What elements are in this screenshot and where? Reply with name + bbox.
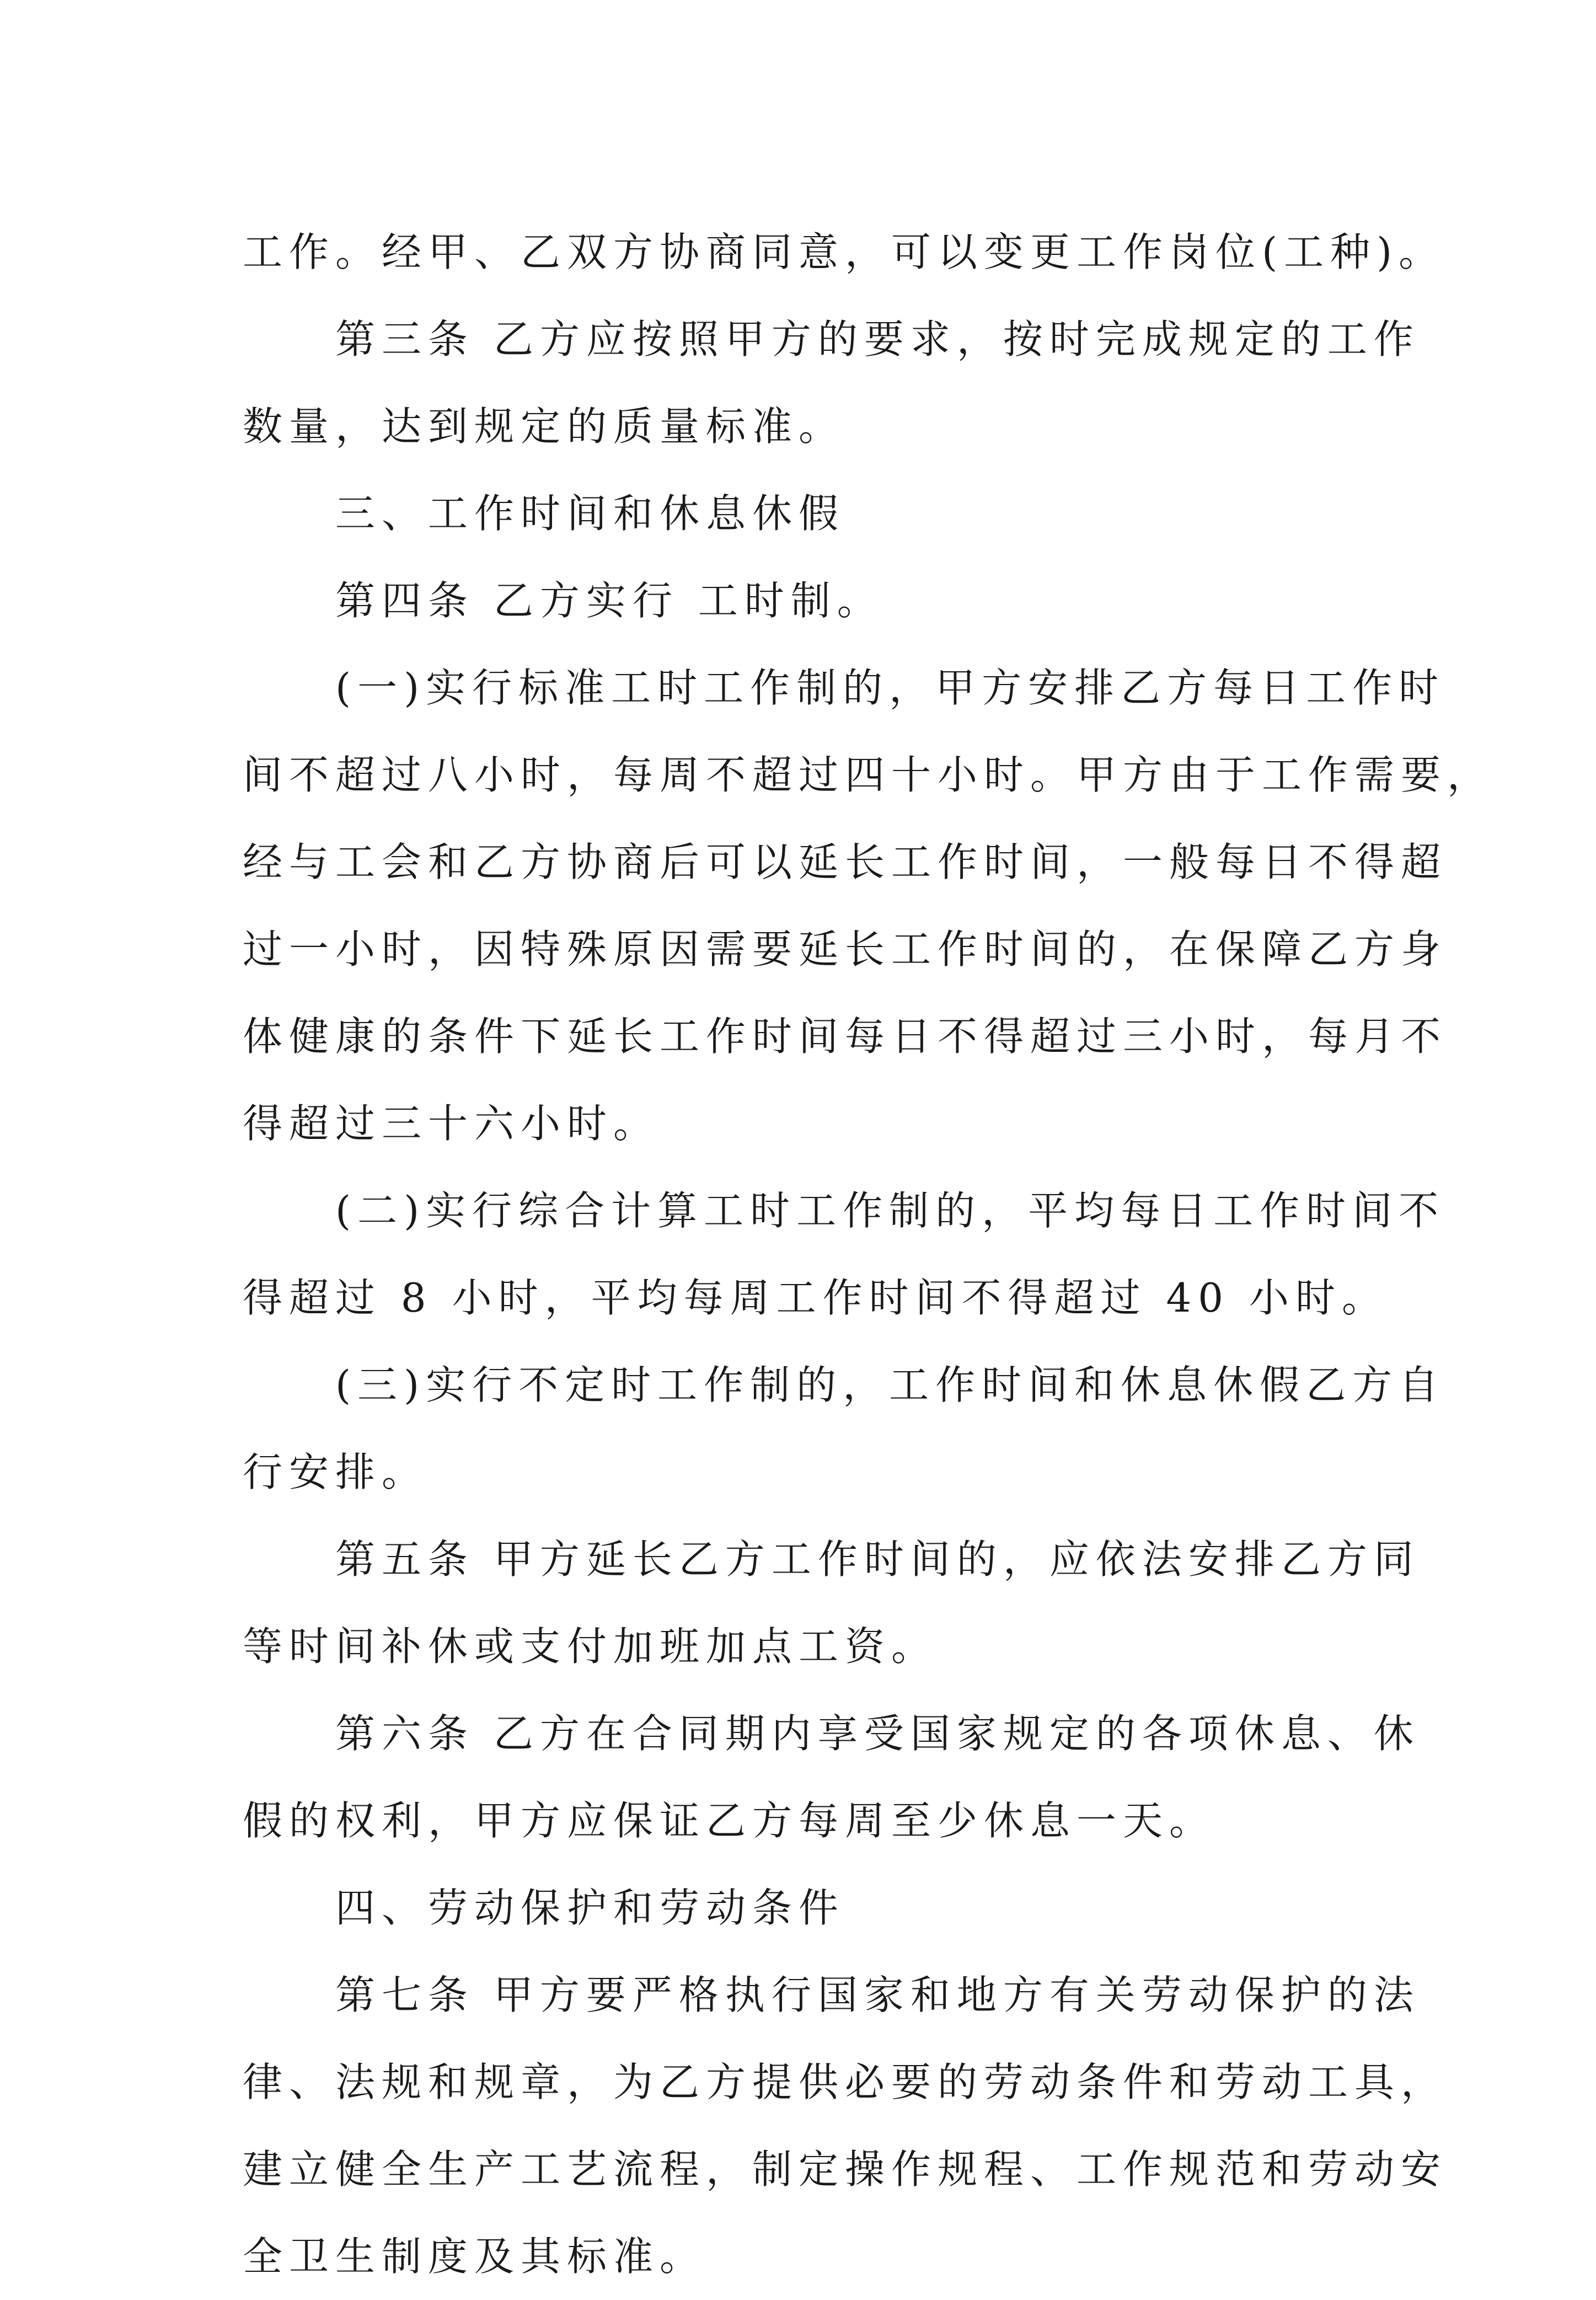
text-line: 律、法规和规章，为乙方提供必要的劳动条件和劳动工具，	[243, 2059, 1448, 2105]
text-line: (一)实行标准工时工作制的，甲方安排乙方每日工作时	[335, 665, 1445, 711]
text-line: 第五条 甲方延长乙方工作时间的，应依法安排乙方同	[335, 1536, 1420, 1582]
text-line: 工作。经甲、乙双方协商同意，可以变更工作岗位(工种)。	[243, 229, 1445, 275]
text-line: 过一小时，因特殊原因需要延长工作时间的，在保障乙方身	[243, 926, 1448, 972]
text-line: 假的权利，甲方应保证乙方每周至少休息一天。	[243, 1798, 1216, 1844]
text-line: 得超过 8 小时，平均每周工作时间不得超过 40 小时。	[243, 1275, 1388, 1321]
text-line: 行安排。	[243, 1449, 429, 1495]
text-line: 建立健全生产工艺流程，制定操作规程、工作规范和劳动安	[243, 2146, 1448, 2192]
text-line: 三、工作时间和休息休假	[335, 490, 845, 537]
document-body	[243, 208, 1494, 2300]
text-line: 全卫生制度及其标准。	[243, 2233, 706, 2280]
text-line: 数量，达到规定的质量标准。	[243, 403, 845, 450]
text-line: (三)实行不定时工作制的，工作时间和休息休假乙方自	[335, 1362, 1445, 1408]
text-line: (二)实行综合计算工时工作制的，平均每日工作时间不	[335, 1188, 1445, 1234]
text-line: 体健康的条件下延长工作时间每日不得超过三小时，每月不	[243, 1013, 1448, 1060]
text-line: 第三条 乙方应按照甲方的要求，按时完成规定的工作	[335, 316, 1420, 362]
text-line: 四、劳动保护和劳动条件	[335, 1885, 845, 1931]
text-line: 第六条 乙方在合同期内享受国家规定的各项休息、休	[335, 1710, 1420, 1757]
text-line: 等时间补休或支付加班加点工资。	[243, 1623, 938, 1670]
text-line: 第四条 乙方实行 工时制。	[335, 577, 883, 624]
text-line: 间不超过八小时，每周不超过四十小时。甲方由于工作需要，	[243, 752, 1494, 798]
text-line: 经与工会和乙方协商后可以延长工作时间，一般每日不得超	[243, 839, 1448, 885]
text-line: 第七条 甲方要严格执行国家和地方有关劳动保护的法	[335, 1972, 1420, 2018]
text-line: 得超过三十六小时。	[243, 1100, 660, 1147]
